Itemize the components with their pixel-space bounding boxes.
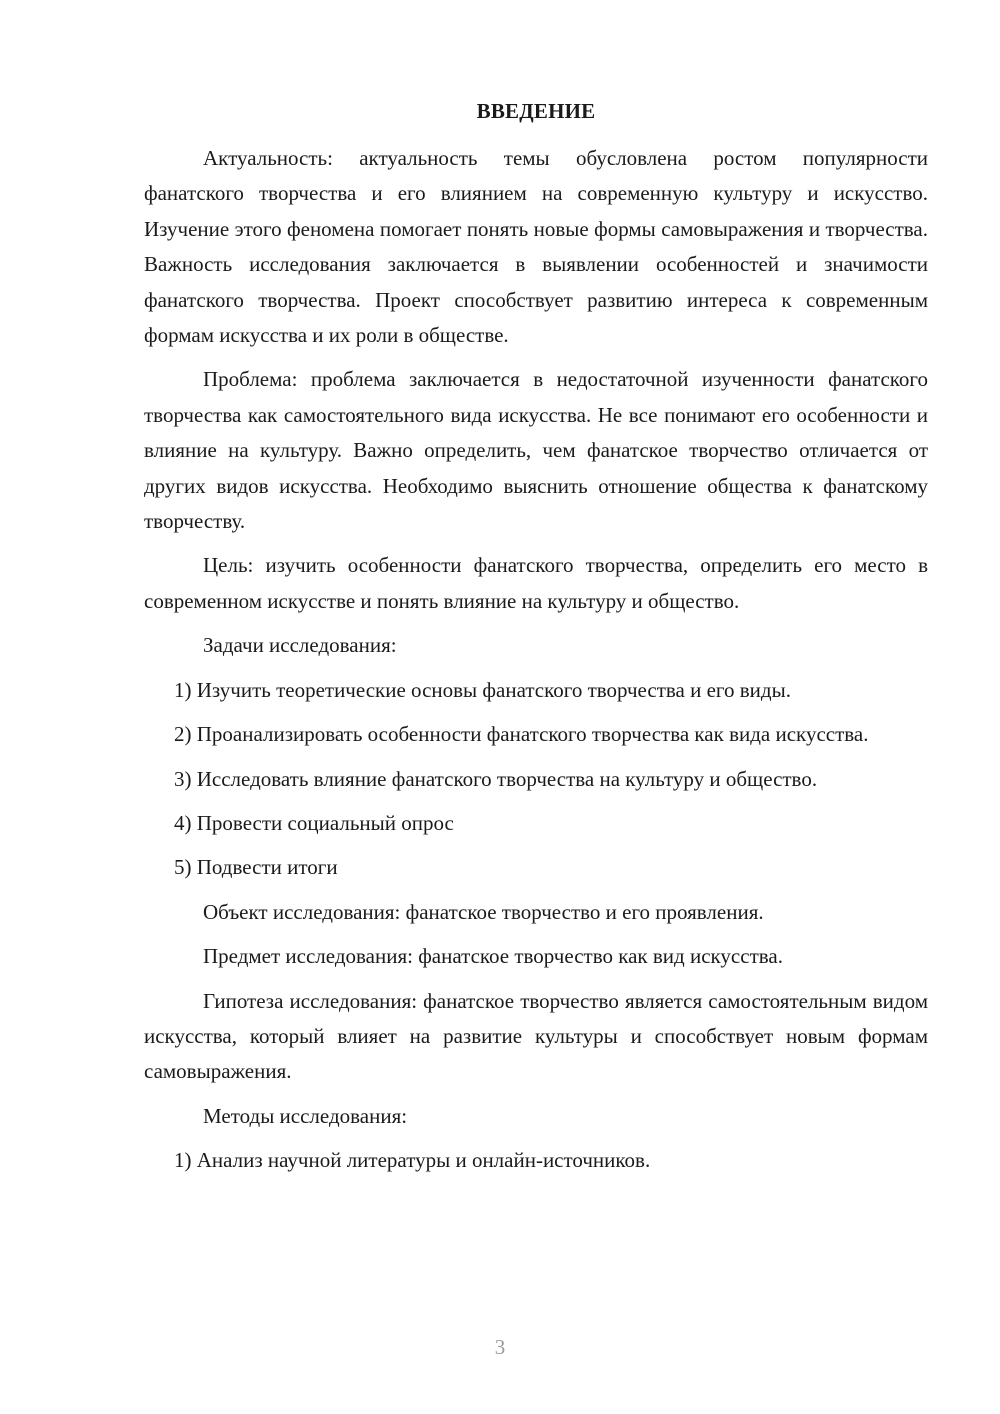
task-item: 5) Подвести итоги bbox=[174, 855, 338, 880]
methods-heading: Методы исследования: bbox=[203, 1103, 408, 1128]
hypothesis-paragraph: Гипотеза исследования: фанатское творчество является самостоятельным видом искусства, который влияет на развитие культуры и способствует новым формам самовыражения. bbox=[144, 988, 928, 1084]
relevance-paragraph: Актуальность: актуальность темы обусловлена ростом популярности фанатского творчества и его влиянием на современную культуру и искусство. Изучение этого феномена помогает понять новые формы самовыражения и творчества. Важность исследования заключается в выявлении особенностей и значимости фанатского творчества. Проект способствует развитию интереса к современным формам искусства и их роли в обществе. bbox=[144, 146, 928, 348]
task-item: 2) Проанализировать особенности фанатского творчества как вида искусства. bbox=[174, 722, 869, 747]
tasks-heading: Задачи исследования: bbox=[203, 633, 397, 658]
method-item: 1) Анализ научной литературы и онлайн-источников. bbox=[174, 1148, 651, 1173]
section-title: ВВЕДЕНИЕ bbox=[476, 99, 596, 123]
page-number: 3 bbox=[494, 1335, 506, 1359]
subject-paragraph: Предмет исследования: фанатское творчество как вид искусства. bbox=[203, 944, 783, 969]
object-paragraph: Объект исследования: фанатское творчество и его проявления. bbox=[203, 899, 764, 924]
problem-paragraph: Проблема: проблема заключается в недостаточной изученности фанатского творчества как самостоятельного вида искусства. Не все понимают его особенности и влияние на культуру. Важно определить, чем фанатское творчество отличается от других видов искусства. Необходимо выяснить отношение общества к фанатскому творчеству. bbox=[144, 367, 928, 534]
page-content bbox=[144, 95, 928, 1188]
task-item: 3) Исследовать влияние фанатского творчества на культуру и общество. bbox=[174, 766, 818, 791]
goal-paragraph: Цель: изучить особенности фанатского творчества, определить его место в современном искусстве и понять влияние на культуру и общество. bbox=[144, 553, 928, 613]
task-item: 1) Изучить теоретические основы фанатского творчества и его виды. bbox=[174, 677, 791, 702]
task-item: 4) Провести социальный опрос bbox=[174, 810, 454, 835]
